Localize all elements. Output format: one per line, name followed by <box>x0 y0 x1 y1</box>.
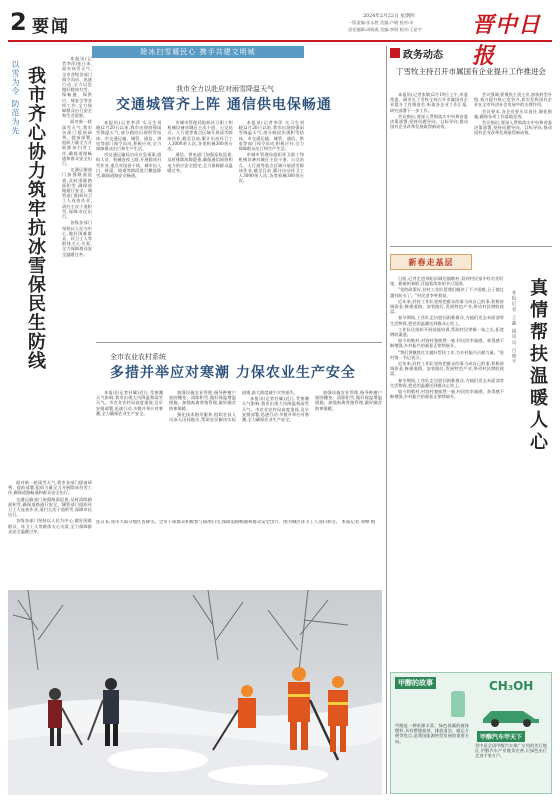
section-label-icon <box>390 48 400 58</box>
date-line: 2024年2月22日 星期四 <box>363 14 415 19</box>
article-2-headline: 多措并举应对寒潮 力保农业生产安全 <box>110 365 356 381</box>
section-title: 要闻 <box>32 17 70 37</box>
left-column <box>8 50 92 478</box>
article-1-headline: 交通城管齐上阵 通信供电保畅通 <box>116 97 332 113</box>
article-1-kicker: 我市全力以赴应对雨雪降温天气 <box>176 85 274 93</box>
snow-photo-illustration <box>8 590 382 795</box>
right-middle-body: 日前,记者走进寿阳县城边镇敬村,看到村民家中红红的灯笼、崭新的春联,洋溢着浓浓的节日氛围。 "党的政策好,驻村工作队帮我们解决了不少困难,日子越过越有盼头了。"村民老李笑着说。 近年来,驻村工作队坚持把群众的事当成自己的事,积极协调资金,修建道路、安装路灯,发展特色产业,带动村民增收致富。 春节期间,工作队走访慰问困难群众,为他们送去米面油等生活物资,把党的温暖送到群众心坎上。 工作队还组织开展技能培训,帮助村民掌握一技之长,拓宽增收渠道。 如今的敬村,村容村貌焕然一新,村民的幸福感、获得感不断增强,乡村振兴的画卷正徐徐展开。 "我们将继续扎实做好帮扶工作,为乡村振兴贡献力量。"驻村第一书记表示。 近年来,驻村工作队坚持把群众的事当成自己的事,积极协调资金,修建道路、安装路灯,发展特色产业,带动村民增收致富。 春节期间,工作队走访慰问困难群众,为他们送去米面油等生活物资,把党的温暖送到群众心坎上。 如今的敬村,村容村貌焕然一新,村民的幸福感、获得感不断增强,乡村振兴的画卷正徐徐展开。 <box>390 276 504 400</box>
photo-caption: 连日来,我市大部分地区普降雪。全市干部群众积极参与除冰扫雪,保障道路畅通和群众安全出行。图为城区环卫工人清扫积雪。 本报记者 刘峰 摄 <box>96 520 376 525</box>
right-middle-headline: 真情帮扶温暖人心 <box>527 278 548 454</box>
article-1 <box>96 62 332 358</box>
right-top-body: 本报讯(记者张敏)2月19日上午,市委常委、副市长丁雪牧主持召开市属国有企业提升工作推进会,听取各企业工作汇报,研究部署下一步工作。 会议指出,要深入贯彻落实中央和省委决策部署,坚持问题导向、目标导向,推动国有企业改革发展取得新成效。 会议强调,要聚焦主责主业,加快转型升级,着力提升核心竞争力,切实发挥国有企业在全市经济社会发展中的支撑作用。 会议要求,各企业要压实责任,细化措施,确保各项工作落地见效。 会议指出,要深入贯彻落实中央和省委决策部署,坚持问题导向、目标导向,推动国有企业改革发展取得新成效。 <box>390 92 552 136</box>
editor-line-2: 责任编辑:周晓燕 美编:李明 校对:王星宇 <box>348 27 422 32</box>
article-2-body: 本报讯(记者杜耀)近日,受寒潮天气影响,我市出现大风降温和雨雪天气。市农业农村局高度重视,及早安排部署,迅速行动,多措并举应对寒潮,全力确保农业生产安全。 加强设施农业管理,指导种植户加固棚室、清除积雪,做好保温增温措施。加强畜禽养殖管理,做好圈舍防寒保暖。 强化技术指导服务,组织农技人员深入田间地头,帮助农民解决实际困难,最大限度减少灾害损失。 本报讯(记者杜耀)近日,受寒潮天气影响,我市出现大风降温和雨雪天气。市农业农村局高度重视,及早安排部署,迅速行动,多措并举应对寒潮,全力确保农业生产安全。 加强设施农业管理,指导种植户加固棚室、清除积雪,做好保温增温措施。加强畜禽养殖管理,做好圈舍防寒保暖。 <box>96 390 382 423</box>
ad-car-icon <box>479 705 543 727</box>
column-badge <box>390 254 472 270</box>
commentary-tag: 以雪为令 防范为先 <box>11 60 20 136</box>
right-middle-byline: 本报记者 王鑫 通讯员 吕俊平 <box>511 290 516 365</box>
right-top-headline: 丁雪牧主持召开市属国有企业提升工作推进会 <box>396 67 546 76</box>
column-divider <box>386 46 387 794</box>
masthead-rule <box>8 40 552 42</box>
page-number: 2 <box>10 8 27 36</box>
banner <box>92 46 304 58</box>
article-2 <box>96 346 382 516</box>
grassroots-section <box>390 250 552 668</box>
banner-text: 除冰扫雪暖民心 携手共建文明城 <box>140 48 256 56</box>
ad-heading-1: 甲醇的故事 <box>395 677 436 689</box>
article-1-body: 本报讯(记者李萍 实习生刘晓)2月20日以来,我市出现较强雨雪降温天气,部分路段出现积雪结冰。市交通运输、城管、通信、供电等部门闻令而动,积极应对,全力保障群众出行和生产生活。 市交通运输局启动应急预案,组织人员、机械连夜上路,开展除冰扫雪作业,重点对国省干线、城市出入口、桥梁、坡道等路段进行撒盐除雪,确保道路安全畅通。 市城市管理局组织环卫职工和机械设备对城区主次干道、公交站点、人行道等重点区域开展清雪除冰作业,截至目前,累计出动环卫工人3000余人次,各类机械300余台次。 通信、供电部门加强巡检巡查,及时排除故障隐患,确保通信网络和电力供应安全稳定,全力保障群众温暖过冬。 本报讯(记者李萍 实习生刘晓)2月20日以来,我市出现较强雨雪降温天气,部分路段出现积雪结冰。市交通运输、城管、通信、供电等部门闻令而动,积极应对,全力保障群众出行和生产生活。 市城市管理局组织环卫职工和机械设备对城区主次干道、公交站点、人行道等重点区域开展清雪除冰作业,截至目前,累计出动环卫工人3000余人次,各类机械300余台次。 <box>96 120 304 184</box>
left-body: 本报讯(记者李萍)连日来,面对冰雪天气,全市各级各部门闻令而动、迅速行动,全力以赴做好除冰扫雪、保畅通、保供应、保安全等各项工作,全力保障群众出行安全和生活需要。 面对新一轮雨雪天气,我市各部门提前研判、提前部署,组织力量全力开展除冰扫雪工作,确保道路畅通和群众安全出行。 交通运输部门加强路面巡查,及时清除路面积雪,确保道路通行安全。城管部门组织环卫工人连夜作业,清扫主次干道积雪,保障市民出行。 各级各部门坚持以人民为中心,做好困难群众、环卫工人等群体关心关爱,全力保障群众安全温暖过冬。 <box>62 56 92 257</box>
ad-body-1: 甲醇是一种来源丰富、绿色低碳的液体燃料,具有燃烧高效、排放清洁、储运方便等优点,是我国能源转型发展的重要方向。 <box>395 723 469 744</box>
methanol-ad <box>390 672 552 794</box>
divider <box>96 342 382 343</box>
left-headline: 我市齐心协力筑牢抗冰雪保民生防线 <box>25 66 46 370</box>
ad-bottle-icon <box>451 691 465 717</box>
ad-body-2: 晋中是全国甲醇汽车推广应用的先行地区,甲醇汽车产业链条完善,让绿色出行走进千家万户。 <box>475 743 547 759</box>
divider-right <box>390 246 552 247</box>
newspaper-logo: 晋中日报 <box>472 12 542 69</box>
section-label: 政务动态 <box>403 49 443 61</box>
left-body-continued: 面对新一轮雨雪天气,我市各部门提前研判、提前部署,组织力量全力开展除冰扫雪工作,确保道路畅通和群众安全出行。 交通运输部门加强路面巡查,及时清除路面积雪,确保道路通行安全。城管部门组织环卫工人连夜作业,清扫主次干道积雪,保障市民出行。 各级各部门坚持以人民为中心,做好困难群众、环卫工人等群体关心关爱,全力保障群众安全温暖过冬。 <box>8 480 92 534</box>
article-2-kicker: 全市农业农村系统 <box>110 353 166 361</box>
editor-line: 一版责编:张永胜 美编:卢晓 校对:宋 <box>348 20 414 25</box>
ad-formula: CH₃OH <box>489 679 534 693</box>
politics-section <box>390 46 552 242</box>
column-badge-text: 新春走基层 <box>408 256 454 267</box>
section-label-box <box>390 46 480 60</box>
ad-heading-2: 甲醇汽车甲天下 <box>477 731 525 742</box>
snow-clearing-photo <box>8 590 382 795</box>
